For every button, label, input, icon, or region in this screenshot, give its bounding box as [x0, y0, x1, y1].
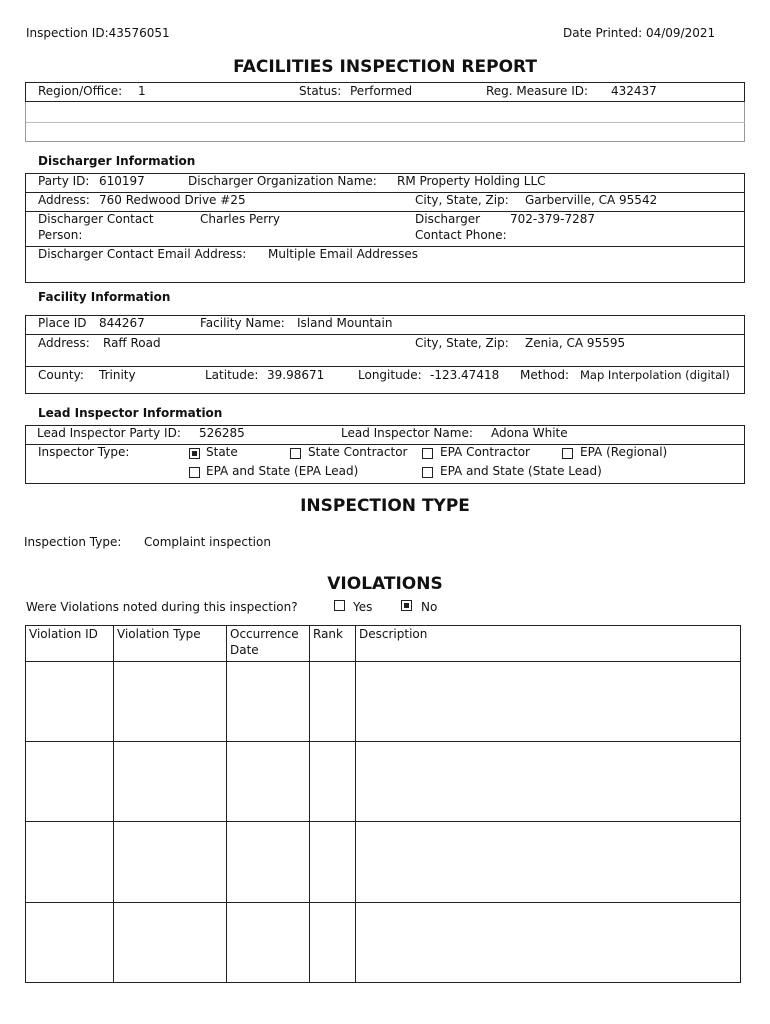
facility-csz-label: City, State, Zip:: [415, 336, 509, 350]
email-label: Discharger Contact Email Address:: [38, 247, 247, 261]
divider: [25, 334, 745, 335]
checkbox-epa-state-state-lead[interactable]: [422, 467, 433, 478]
option-state-label: State: [206, 445, 238, 459]
lead-name-label: Lead Inspector Name:: [341, 426, 473, 440]
facility-heading: Facility Information: [38, 290, 171, 304]
option-state-contractor-label: State Contractor: [308, 445, 408, 459]
discharger-csz-label: City, State, Zip:: [415, 193, 509, 207]
facility-name-label: Facility Name:: [200, 316, 285, 330]
report-title: FACILITIES INSPECTION REPORT: [233, 57, 537, 77]
violations-no-label: No: [421, 600, 438, 614]
party-id-value: 610197: [99, 174, 145, 188]
checkbox-state[interactable]: [189, 448, 200, 459]
facility-address-label: Address:: [38, 336, 90, 350]
col-header-violation-type: Violation Type: [117, 627, 201, 641]
longitude-label: Longitude:: [358, 368, 422, 382]
place-id-value: 844267: [99, 316, 145, 330]
discharger-heading: Discharger Information: [38, 154, 196, 168]
lead-party-value: 526285: [199, 426, 245, 440]
email-value: Multiple Email Addresses: [268, 247, 419, 261]
violations-question: Were Violations noted during this inspection?: [26, 600, 298, 614]
row-divider: [25, 741, 741, 742]
col-header-violation-id: Violation ID: [29, 627, 98, 641]
phone-value: 702-379-7287: [510, 212, 596, 226]
checkbox-epa-contractor[interactable]: [422, 448, 433, 459]
reg-measure-label: Reg. Measure ID:: [486, 84, 589, 98]
contact-value: Charles Perry: [200, 212, 281, 226]
region-label: Region/Office:: [38, 84, 123, 98]
col-header-rank: Rank: [313, 627, 343, 641]
date-printed: Date Printed: 04/09/2021: [563, 26, 716, 40]
discharger-address-value: 760 Redwood Drive #25: [99, 193, 246, 207]
discharger-box: [25, 173, 745, 283]
party-id-label: Party ID:: [38, 174, 90, 188]
reg-measure-value: 432437: [611, 84, 657, 98]
col-header-occurrence-line1: Occurrence: [230, 627, 299, 641]
phone-label-line1: Discharger: [415, 212, 481, 226]
facility-name-value: Island Mountain: [297, 316, 393, 330]
lead-inspector-heading: Lead Inspector Information: [38, 406, 223, 420]
column-divider: [113, 625, 114, 983]
org-name-value: RM Property Holding LLC: [397, 174, 546, 188]
col-header-occurrence-line2: Date: [230, 643, 259, 657]
county-value: Trinity: [99, 368, 136, 382]
region-value: 1: [138, 84, 146, 98]
summary-divider: [25, 122, 745, 123]
latitude-value: 39.98671: [267, 368, 325, 382]
checkbox-violations-yes[interactable]: [334, 600, 345, 611]
violations-yes-label: Yes: [353, 600, 373, 614]
violations-table: [25, 625, 741, 983]
row-divider: [25, 661, 741, 662]
row-divider: [25, 902, 741, 903]
discharger-csz-value: Garberville, CA 95542: [525, 193, 658, 207]
method-value: Map Interpolation (digital): [580, 368, 730, 382]
lead-name-value: Adona White: [491, 426, 568, 440]
facility-address-value: Raff Road: [103, 336, 161, 350]
column-divider: [309, 625, 310, 983]
method-label: Method:: [520, 368, 570, 382]
checkbox-state-contractor[interactable]: [290, 448, 301, 459]
inspection-type-label: Inspection Type:: [24, 535, 122, 549]
latitude-label: Latitude:: [205, 368, 259, 382]
row-divider: [25, 821, 741, 822]
option-epa-contractor-label: EPA Contractor: [440, 445, 530, 459]
inspection-id: Inspection ID:43576051: [26, 26, 170, 40]
inspection-type-value: Complaint inspection: [144, 535, 271, 549]
status-value: Performed: [350, 84, 413, 98]
org-name-label: Discharger Organization Name:: [188, 174, 377, 188]
col-header-description: Description: [359, 627, 428, 641]
facility-csz-value: Zenia, CA 95595: [525, 336, 626, 350]
lead-party-label: Lead Inspector Party ID:: [37, 426, 181, 440]
county-label: County:: [38, 368, 84, 382]
checkbox-violations-no[interactable]: [401, 600, 412, 611]
checkbox-epa-regional[interactable]: [562, 448, 573, 459]
column-divider: [226, 625, 227, 983]
place-id-label: Place ID: [38, 316, 87, 330]
column-divider: [355, 625, 356, 983]
option-epa-state-epa-lead-label: EPA and State (EPA Lead): [206, 464, 359, 478]
checkbox-epa-state-epa-lead[interactable]: [189, 467, 200, 478]
phone-label-line2: Contact Phone:: [415, 228, 507, 242]
violations-heading: VIOLATIONS: [327, 574, 443, 594]
longitude-value: -123.47418: [430, 368, 500, 382]
contact-label-line1: Discharger Contact: [38, 212, 154, 226]
divider: [25, 366, 745, 367]
contact-label-line2: Person:: [38, 228, 83, 242]
discharger-address-label: Address:: [38, 193, 90, 207]
status-label: Status:: [299, 84, 342, 98]
inspector-type-label: Inspector Type:: [38, 445, 130, 459]
option-epa-regional-label: EPA (Regional): [580, 445, 668, 459]
option-epa-state-state-lead-label: EPA and State (State Lead): [440, 464, 602, 478]
inspection-type-heading: INSPECTION TYPE: [300, 496, 470, 516]
